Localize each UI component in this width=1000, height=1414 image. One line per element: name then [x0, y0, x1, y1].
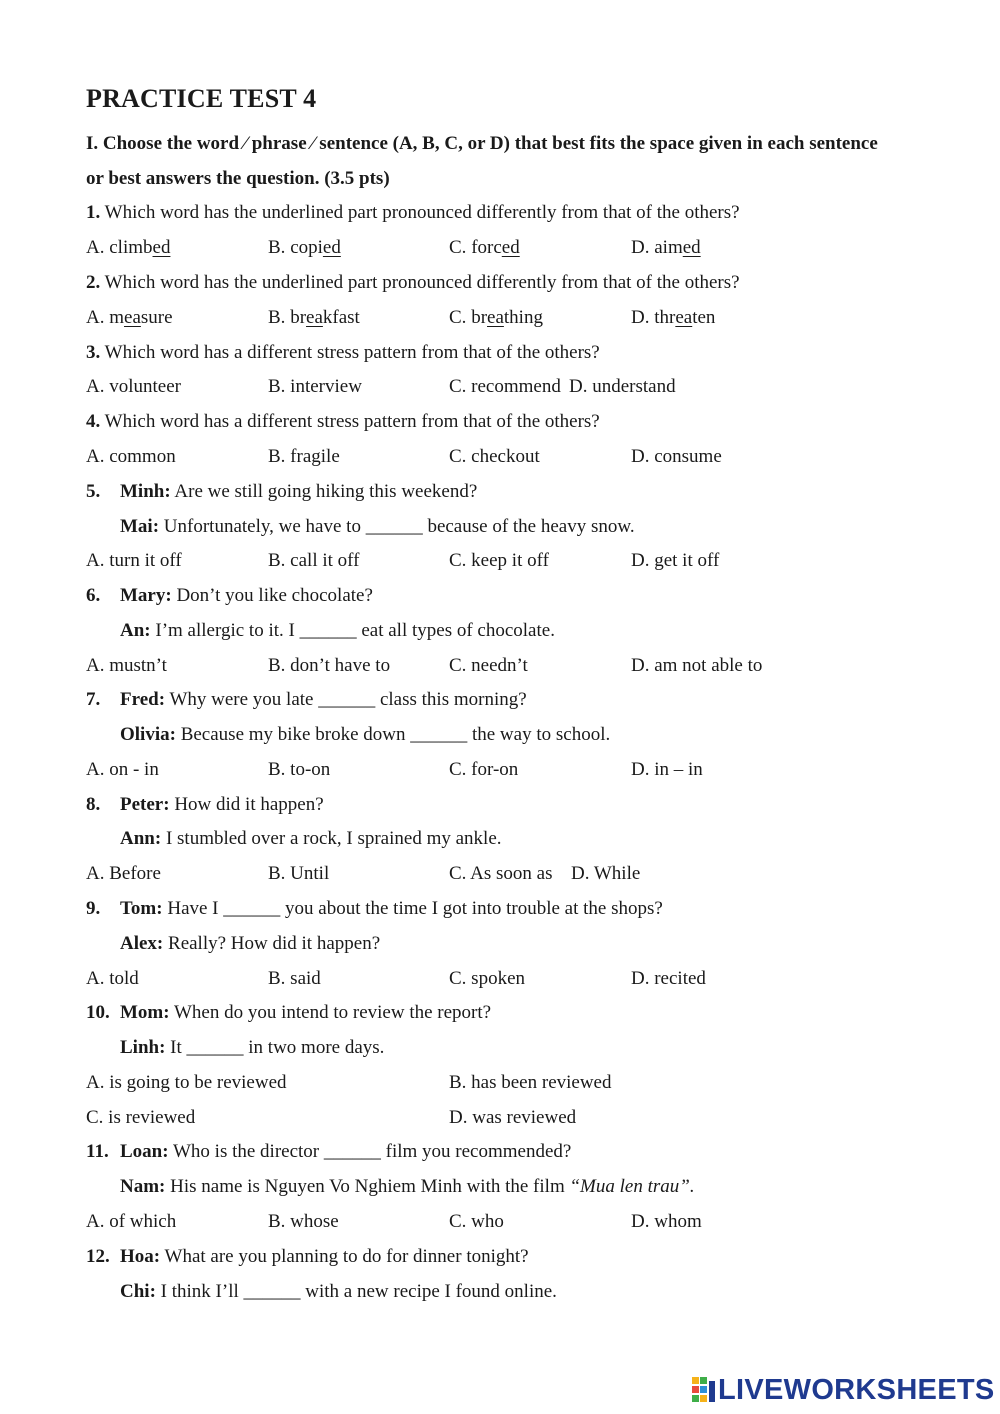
question-2: [86, 270, 740, 296]
dialogue-text: How did it happen?: [169, 794, 324, 815]
q8-reply: [120, 826, 502, 852]
speaker-name: An:: [120, 620, 151, 641]
dialogue-text: I’m allergic to it. I ______ eat all types of chocolate.: [150, 620, 555, 641]
q8-option-b[interactable]: B. Until: [268, 863, 330, 884]
dialogue-text: Unfortunately, we have to ______ because of the heavy snow.: [159, 516, 635, 537]
brand-name: LIVEWORKSHEETS: [718, 1373, 995, 1406]
question-text: Which word has a different stress pattern from that of the others?: [104, 411, 600, 432]
q5-option-a[interactable]: A. turn it off: [86, 550, 182, 571]
q1-option-d[interactable]: D. aimed: [631, 237, 701, 258]
q10-option-d[interactable]: D. was reviewed: [449, 1107, 577, 1128]
question-3: [86, 340, 600, 366]
q5-option-b[interactable]: B. call it off: [268, 550, 360, 571]
question-number: 10.: [86, 1002, 110, 1023]
speaker-name: Alex:: [120, 933, 164, 954]
q9-option-b[interactable]: B. said: [268, 968, 321, 989]
dialogue-text: His name is Nguyen Vo Nghiem Minh with the film: [165, 1176, 570, 1197]
dialogue-text: I stumbled over a rock, I sprained my ankle.: [161, 828, 502, 849]
q6-option-a[interactable]: A. mustn’t: [86, 655, 167, 676]
q2-option-a[interactable]: A. measure: [86, 307, 173, 328]
q3-option-d[interactable]: D. understand: [569, 376, 676, 397]
speaker-name: Peter:: [120, 794, 170, 815]
speaker-name: Linh:: [120, 1037, 166, 1058]
question-number: 7.: [86, 689, 101, 710]
dialogue-text: Why were you late ______ class this morning?: [165, 689, 527, 710]
question-number: 9.: [86, 898, 101, 919]
speaker-name: Chi:: [120, 1281, 156, 1302]
instruction-line-2: or best answers the question. (3.5 pts): [86, 168, 390, 189]
q7-option-b[interactable]: B. to-on: [268, 759, 331, 780]
q11-option-c[interactable]: C. who: [449, 1211, 504, 1232]
q11-option-d[interactable]: D. whom: [631, 1211, 702, 1232]
q9-option-a[interactable]: A. told: [86, 968, 139, 989]
dialogue-text: I think I’ll ______ with a new recipe I found online.: [155, 1281, 557, 1302]
q4-option-c[interactable]: C. checkout: [449, 446, 540, 467]
question-number: 2.: [86, 272, 101, 293]
q2-option-d[interactable]: D. threaten: [631, 307, 716, 328]
q8-option-a[interactable]: A. Before: [86, 863, 161, 884]
dialogue-text: Don’t you like chocolate?: [171, 585, 373, 606]
q3-option-c[interactable]: C. recommend: [449, 376, 561, 397]
q2-option-b[interactable]: B. breakfast: [268, 307, 360, 328]
speaker-name: Ann:: [120, 828, 162, 849]
q4-option-b[interactable]: B. fragile: [268, 446, 340, 467]
q7-reply: [120, 722, 610, 748]
q10-option-a[interactable]: A. is going to be reviewed: [86, 1072, 287, 1093]
q10-option-c[interactable]: C. is reviewed: [86, 1107, 196, 1128]
dialogue-text: What are you planning to do for dinner tonight?: [160, 1246, 529, 1267]
question-number: 3.: [86, 342, 101, 363]
speaker-name: Minh:: [120, 481, 171, 502]
q7-option-d[interactable]: D. in – in: [631, 759, 703, 780]
q10-option-b[interactable]: B. has been reviewed: [449, 1072, 612, 1093]
dialogue-text: Who is the director ______ film you recommended?: [168, 1141, 572, 1162]
q9-option-d[interactable]: D. recited: [631, 968, 706, 989]
question-number: 11.: [86, 1141, 109, 1162]
speaker-name: Mai:: [120, 516, 160, 537]
question-number: 12.: [86, 1246, 110, 1267]
speaker-name: Olivia:: [120, 724, 176, 745]
dialogue-text: It ______ in two more days.: [165, 1037, 385, 1058]
question-4: [86, 409, 600, 435]
speaker-name: Fred:: [120, 689, 166, 710]
liveworksheets-logo: [692, 1372, 995, 1408]
q7-option-c[interactable]: C. for-on: [449, 759, 519, 780]
q3-option-a[interactable]: A. volunteer: [86, 376, 181, 397]
question-6: [86, 583, 373, 609]
question-11: [86, 1139, 571, 1165]
q6-option-b[interactable]: B. don’t have to: [268, 655, 391, 676]
q7-option-a[interactable]: A. on - in: [86, 759, 159, 780]
dialogue-text: Really? How did it happen?: [163, 933, 381, 954]
q4-option-a[interactable]: A. common: [86, 446, 176, 467]
question-9: [86, 896, 663, 922]
question-number: 5.: [86, 481, 101, 502]
q11-option-a[interactable]: A. of which: [86, 1211, 177, 1232]
question-text: Which word has the underlined part pronounced differently from that of the others?: [104, 202, 740, 223]
speaker-name: Nam:: [120, 1176, 166, 1197]
page-title: PRACTICE TEST 4: [86, 84, 317, 113]
liveworksheets-icon: [692, 1377, 716, 1403]
question-5: [86, 479, 477, 505]
q1-option-b[interactable]: B. copied: [268, 237, 341, 258]
q5-option-c[interactable]: C. keep it off: [449, 550, 549, 571]
question-12: [86, 1244, 529, 1270]
q5-option-d[interactable]: D. get it off: [631, 550, 720, 571]
instruction-line-1: I. Choose the word ⁄ phrase ⁄ sentence (A, B, C, or D) that best fits the space given in each sentence: [86, 133, 878, 154]
question-8: [86, 792, 324, 818]
q4-option-d[interactable]: D. consume: [631, 446, 722, 467]
dialogue-text: Have I ______ you about the time I got into trouble at the shops?: [162, 898, 663, 919]
q3-option-b[interactable]: B. interview: [268, 376, 362, 397]
film-title: “Mua len trau”.: [569, 1176, 695, 1197]
speaker-name: Hoa:: [120, 1246, 161, 1267]
q12-reply: [120, 1279, 557, 1305]
q10-reply: [120, 1035, 384, 1061]
question-10: [86, 1000, 491, 1026]
q9-reply: [120, 931, 380, 957]
question-number: 8.: [86, 794, 101, 815]
speaker-name: Tom:: [120, 898, 163, 919]
q6-option-d[interactable]: D. am not able to: [631, 655, 763, 676]
q8-option-d[interactable]: D. While: [571, 863, 641, 884]
dialogue-text: Are we still going hiking this weekend?: [170, 481, 478, 502]
q5-reply: [120, 514, 635, 540]
q11-option-b[interactable]: B. whose: [268, 1211, 339, 1232]
question-number: 1.: [86, 202, 101, 223]
question-text: Which word has a different stress pattern from that of the others?: [104, 342, 600, 363]
speaker-name: Loan:: [120, 1141, 169, 1162]
question-7: [86, 687, 527, 713]
dialogue-text: When do you intend to review the report?: [169, 1002, 492, 1023]
q6-reply: [120, 618, 555, 644]
dialogue-text: Because my bike broke down ______ the way to school.: [175, 724, 611, 745]
speaker-name: Mom:: [120, 1002, 170, 1023]
q6-option-c[interactable]: C. needn’t: [449, 655, 528, 676]
q8-option-c[interactable]: C. As soon as: [449, 863, 553, 884]
q1-option-a[interactable]: A. climbed: [86, 237, 171, 258]
question-number: 6.: [86, 585, 101, 606]
question-text: Which word has the underlined part pronounced differently from that of the others?: [104, 272, 740, 293]
q9-option-c[interactable]: C. spoken: [449, 968, 525, 989]
q1-option-c[interactable]: C. forced: [449, 237, 520, 258]
question-number: 4.: [86, 411, 101, 432]
q11-reply: [120, 1174, 695, 1200]
question-1: [86, 200, 740, 226]
q2-option-c[interactable]: C. breathing: [449, 307, 543, 328]
speaker-name: Mary:: [120, 585, 172, 606]
